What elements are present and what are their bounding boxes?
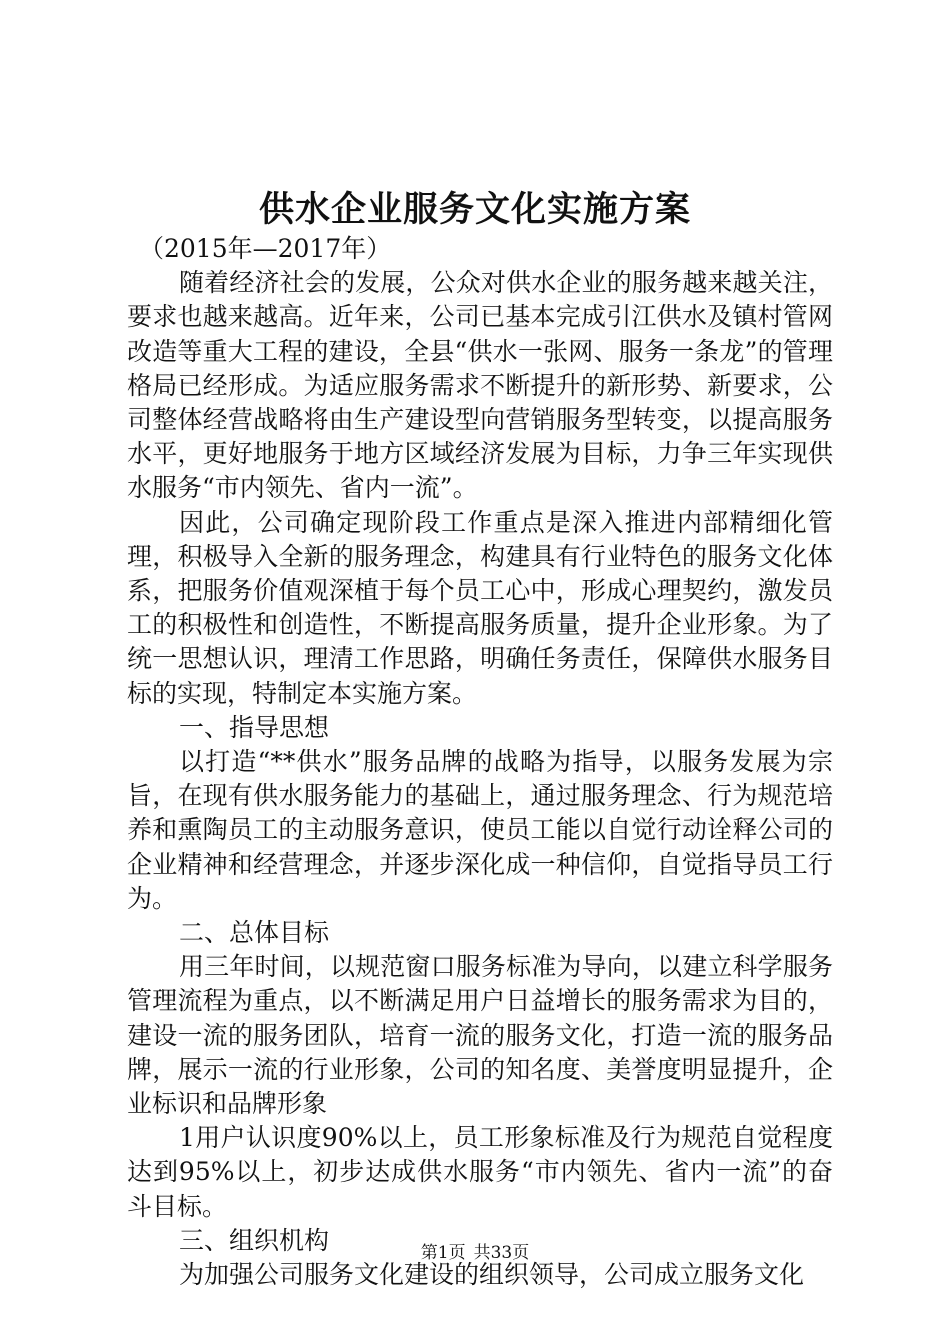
document-period: （2015年—2017年） (139, 234, 392, 263)
section-heading-overall-goals: 二、总体目标 (179, 918, 330, 948)
document-title: 供水企业服务文化实施方案 (258, 189, 691, 230)
section-heading-organization: 三、组织机构 (179, 1225, 330, 1255)
section-heading-guiding-ideology: 一、指导思想 (179, 712, 330, 742)
paragraph-background: 随着经济社会的发展，公众对供水企业的服务越来越关注，要求也越来越高。近年来，公司已基本完成引江供水及镇村管网改造等重大工程的建设，全县“供水一张网、服务一条龙”的管理格局已经形成。为适应服务需求不断提升的新形势、新要求，公司整体经营战略将由生产建设型向营销服务型转变，以提高服务水平，更好地服务于地方区域经济发展为目标，力争三年实现供水服务“市内领先、省内一流”。 (127, 268, 833, 503)
paragraph-organization: 为加强公司服务文化建设的组织领导，公司成立服务文化 (179, 1260, 805, 1290)
document-body (127, 232, 833, 1292)
page-number: 第1页 (420, 1243, 466, 1263)
page-total: 共33页 (473, 1243, 530, 1263)
page-footer (0, 1241, 950, 1265)
paragraph-purpose: 因此，公司确定现阶段工作重点是深入推进内部精细化管理，积极导入全新的服务理念，构建具有行业特色的服务文化体系，把服务价值观深植于每个员工心中，形成心理契约，激发员工的积极性和创造性，不断提高服务质量，提升企业形象。为了统一思想认识，理清工作思路，明确任务责任，保障供水服务目标的实现，特制定本实施方案。 (127, 507, 833, 708)
paragraph-goal-metrics: 1用户认识度90%以上，员工形象标准及行为规范自觉程度达到95%以上，初步达成供水服务“市内领先、省内一流”的奋斗目标。 (127, 1123, 833, 1221)
paragraph-guiding-ideology: 以打造“**供水”服务品牌的战略为指导，以服务发展为宗旨，在现有供水服务能力的基础上，通过服务理念、行为规范培养和熏陶员工的主动服务意识，使员工能以自觉行动诠释公司的企业精神和经营理念，并逐步深化成一种信仰，自觉指导员工行为。 (127, 747, 833, 913)
paragraph-overall-goals: 用三年时间，以规范窗口服务标准为导向，以建立科学服务管理流程为重点，以不断满足用户日益增长的服务需求为目的，建设一流的服务团队，培育一流的服务文化，打造一流的服务品牌，展示一流的行业形象，公司的知名度、美誉度明显提升，企业标识和品牌形象 (127, 952, 833, 1119)
